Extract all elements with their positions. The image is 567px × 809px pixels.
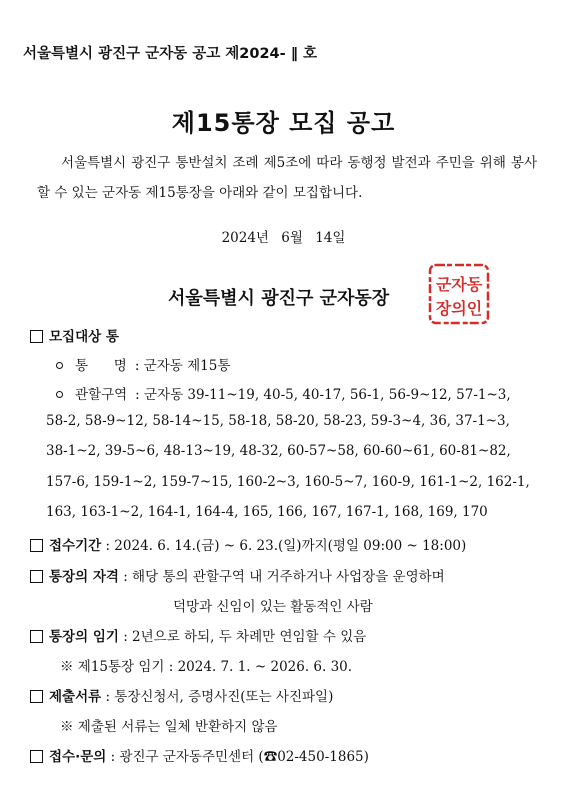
section-heading: 통장의 자격 — [49, 569, 119, 585]
bullet-circle-icon — [56, 391, 63, 398]
term-value: : 2년으로 하되, 두 차례만 연임할 수 있음 — [123, 629, 367, 645]
seal-text-bottom: 장의인 — [435, 299, 483, 318]
area-label: 관할구역 — [75, 387, 128, 403]
area-item — [56, 383, 511, 403]
official-seal — [428, 263, 490, 325]
section-qualification — [30, 565, 555, 585]
intro-paragraph: 서울특별시 광진구 통반설치 조례 제5조에 따라 동행정 발전과 주민을 위해 봉사할 수 있는 군자동 제15통장을 아래와 같이 모집합니다. — [37, 155, 537, 201]
bullet-circle-icon — [56, 362, 63, 369]
tong-name-label: 통 명 — [75, 358, 127, 374]
documents-note: ※ 제출된 서류는 일체 반환하지 않음 — [60, 719, 278, 735]
section-target — [30, 325, 555, 345]
section-heading: 모집대상 통 — [49, 329, 119, 345]
section-documents — [30, 685, 555, 705]
area-value-line2: 58-2, 58-9~12, 58-14~15, 58-18, 58-20, 58-23, 59-3~4, 36, 37-1~3, — [46, 413, 510, 429]
notice-number: 서울특별시 광진구 군자동 공고 제2024- ‖ 호 — [23, 46, 318, 62]
tong-name-value: : 군자동 제15통 — [134, 358, 231, 374]
checkbox-icon — [30, 539, 43, 552]
period-value: : 2024. 6. 14.(금) ~ 6. 23.(일)까지(평일 09:00 ~ 18:00) — [105, 538, 467, 554]
contact-value: : 광진구 군자동주민센터 (☎02-450-1865) — [110, 749, 369, 765]
section-heading: 제출서류 — [49, 689, 102, 705]
seal-text-top: 군자동 — [435, 275, 483, 294]
issuer-name: 서울특별시 광진구 군자동장 — [168, 288, 390, 309]
section-period — [30, 534, 555, 554]
section-term — [30, 625, 555, 645]
section-heading: 접수·문의 — [49, 749, 107, 765]
area-value-line3: 38-1~2, 39-5~6, 48-13~19, 48-32, 60-57~58, 60-60~61, 60-81~82, — [46, 443, 511, 459]
qualification-value-line2: 덕망과 신임이 있는 활동적인 사람 — [173, 599, 373, 615]
area-value-line4: 157-6, 159-1~2, 159-7~15, 160-2~3, 160-5~7, 160-9, 161-1~2, 162-1, — [46, 474, 530, 490]
tong-name-item — [56, 354, 230, 374]
documents-value: : 통장신청서, 증명사진(또는 사진파일) — [105, 689, 334, 705]
term-note: ※ 제15통장 임기 : 2024. 7. 1. ~ 2026. 6. 30. — [60, 659, 353, 675]
checkbox-icon — [30, 690, 43, 703]
page-title: 제15통장 모집 공고 — [171, 109, 396, 137]
section-contact — [30, 745, 555, 765]
area-value-line1: : 군자동 39-11~19, 40-5, 40-17, 56-1, 56-9~12, 57-1~3, — [135, 387, 511, 403]
section-heading: 통장의 임기 — [49, 629, 119, 645]
area-value-line5: 163, 163-1~2, 164-1, 164-4, 165, 166, 167, 167-1, 168, 169, 170 — [46, 504, 488, 520]
checkbox-icon — [30, 630, 43, 643]
section-heading: 접수기간 — [49, 538, 102, 554]
checkbox-icon — [30, 330, 43, 343]
checkbox-icon — [30, 570, 43, 583]
notice-date: 2024년 6월 14일 — [221, 230, 346, 246]
checkbox-icon — [30, 750, 43, 763]
qualification-value-line1: : 해당 통의 관할구역 내 거주하거나 사업장을 운영하며 — [123, 569, 445, 585]
